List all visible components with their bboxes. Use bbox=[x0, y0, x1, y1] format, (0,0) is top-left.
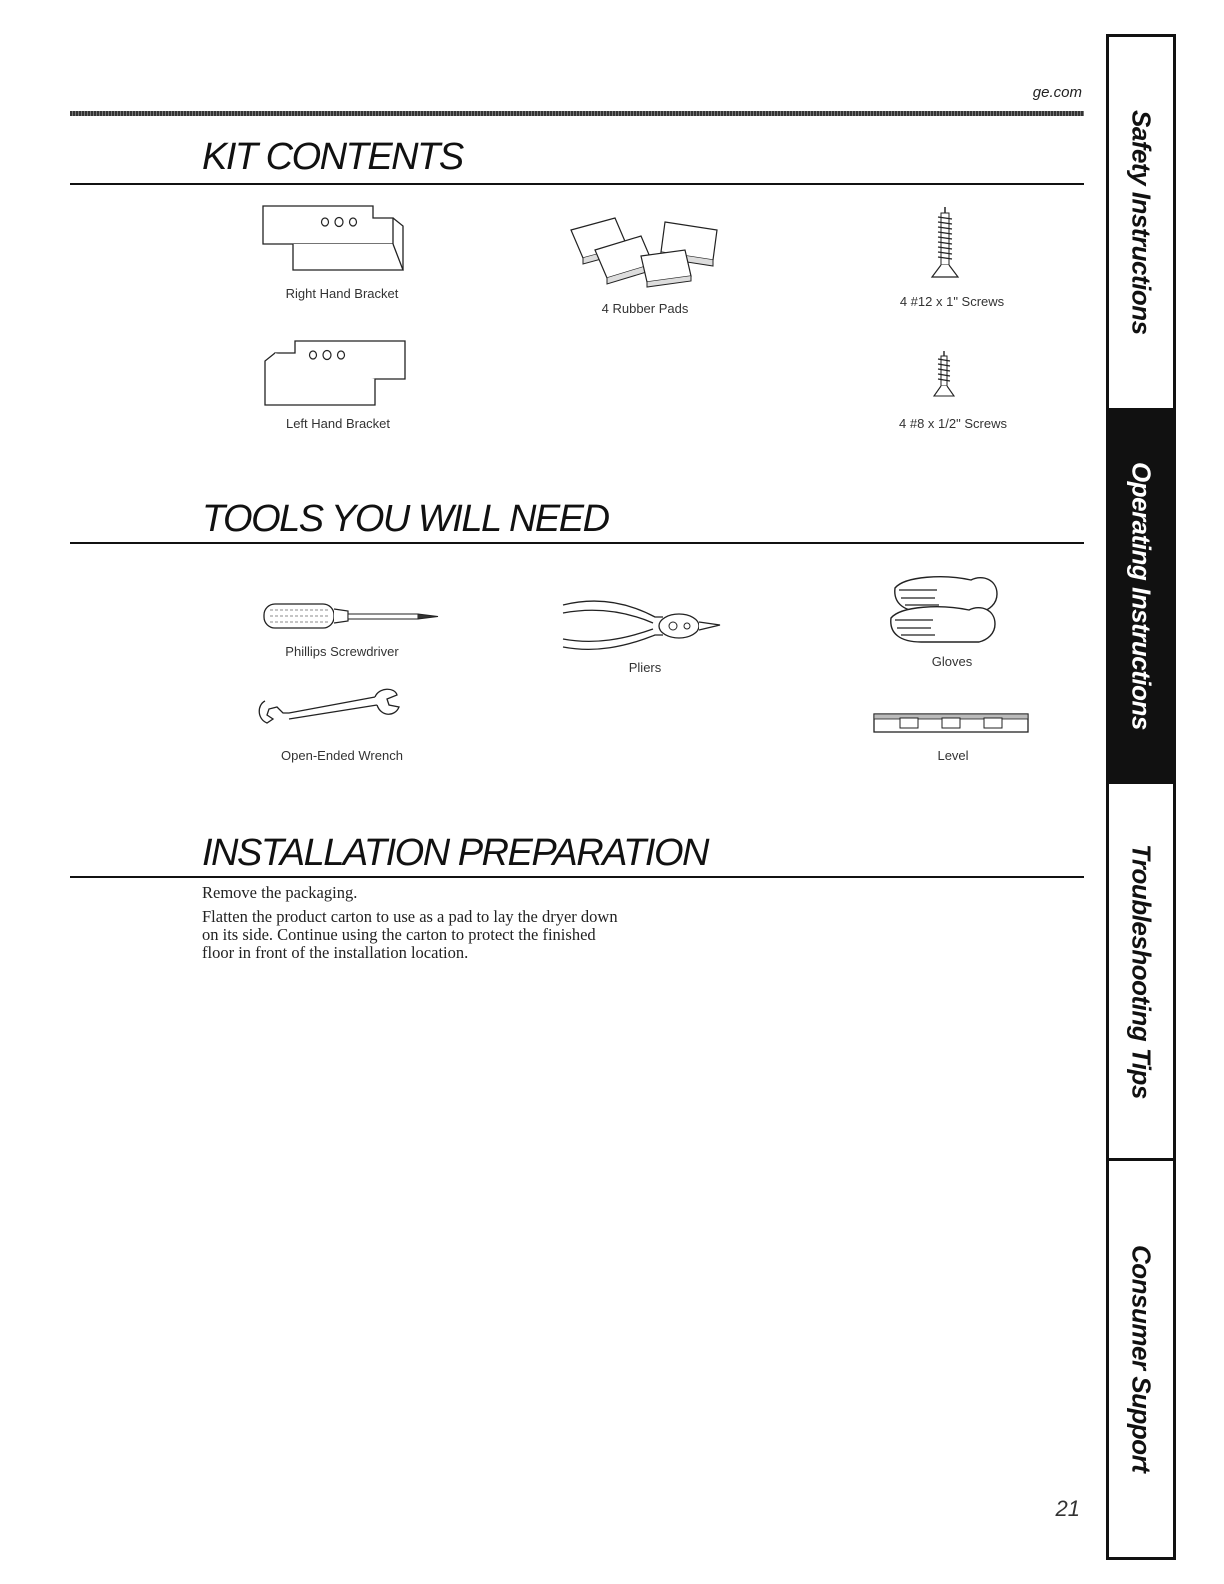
prep-paragraph-2: Flatten the product carton to use as a pad to lay the dryer down on its side. Continue using the carton to protect the finished floor in front of the installation location. bbox=[202, 907, 618, 962]
installation-preparation-rule bbox=[70, 876, 1084, 878]
tab-troubleshooting-tips[interactable] bbox=[1106, 784, 1176, 1158]
installation-preparation-heading: INSTALLATION PREPARATION bbox=[202, 832, 708, 874]
kit-item-right-hand-bracket: Right Hand Bracket bbox=[285, 286, 399, 301]
tool-pliers: Pliers bbox=[628, 660, 662, 675]
header-rule bbox=[70, 111, 1084, 116]
page-number: 21 bbox=[1055, 1496, 1080, 1521]
level-illustration bbox=[872, 710, 1032, 736]
tools-rule bbox=[70, 542, 1084, 544]
installation-preparation-body bbox=[202, 884, 622, 968]
kit-contents-rule bbox=[70, 183, 1084, 185]
tool-level: Level bbox=[937, 748, 969, 763]
left-hand-bracket-illustration bbox=[255, 335, 415, 410]
kit-item-screw-12: 4 #12 x 1" Screws bbox=[899, 294, 1005, 309]
screw-8-illustration bbox=[932, 350, 956, 400]
kit-item-left-hand-bracket: Left Hand Bracket bbox=[285, 416, 391, 431]
tab-operating-instructions-label: Operating Instructions bbox=[1126, 462, 1157, 730]
open-ended-wrench-illustration bbox=[255, 685, 405, 733]
site-url: ge.com bbox=[1032, 84, 1082, 101]
kit-item-rubber-pads: 4 Rubber Pads bbox=[601, 301, 689, 316]
tab-consumer-support-label: Consumer Support bbox=[1126, 1245, 1157, 1473]
tab-troubleshooting-tips-label: Troubleshooting Tips bbox=[1126, 843, 1157, 1099]
kit-contents-heading: KIT CONTENTS bbox=[202, 136, 463, 178]
tool-gloves: Gloves bbox=[931, 654, 973, 669]
tool-phillips-screwdriver: Phillips Screwdriver bbox=[285, 644, 399, 659]
tabs-bottom-border bbox=[1106, 1557, 1176, 1560]
rubber-pads-illustration bbox=[565, 210, 735, 290]
tab-safety-instructions-label: Safety Instructions bbox=[1126, 110, 1157, 335]
tab-consumer-support[interactable] bbox=[1106, 1161, 1176, 1557]
screw-12-illustration bbox=[930, 205, 960, 285]
prep-paragraph-1: Remove the packaging. bbox=[202, 883, 358, 902]
tab-safety-instructions[interactable] bbox=[1106, 37, 1176, 408]
right-hand-bracket-illustration bbox=[255, 200, 415, 275]
tools-heading: TOOLS YOU WILL NEED bbox=[202, 498, 609, 540]
kit-item-screw-8: 4 #8 x 1/2" Screws bbox=[899, 416, 1007, 431]
tab-operating-instructions[interactable] bbox=[1106, 408, 1176, 784]
phillips-screwdriver-illustration bbox=[260, 600, 445, 632]
pliers-illustration bbox=[555, 595, 725, 655]
gloves-illustration bbox=[885, 570, 1015, 648]
tool-open-ended-wrench: Open-Ended Wrench bbox=[281, 748, 403, 763]
